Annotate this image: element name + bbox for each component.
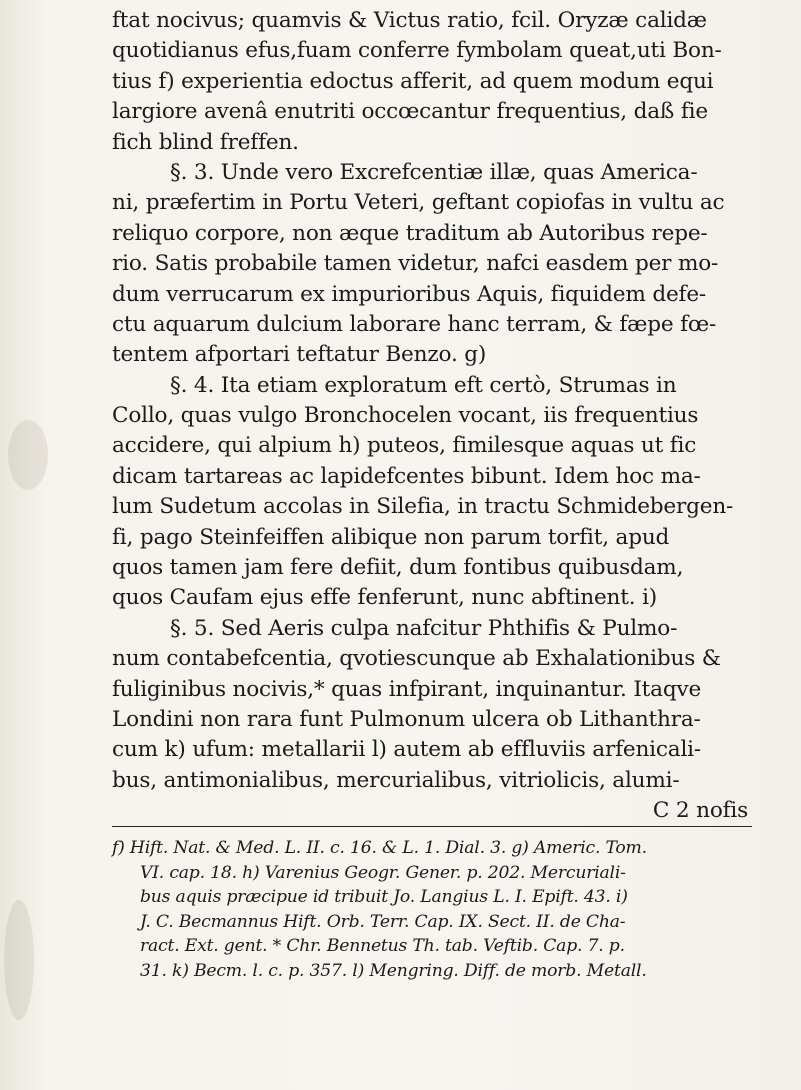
text-line: largiore avenâ enutriti occœcantur frequentius, daß fie <box>112 99 708 125</box>
text-line: tentem afportari teftatur Benzo. g) <box>112 342 487 368</box>
footnote-line: VI. cap. 18. h) Varenius Geogr. Gener. p. 202. Mercuriali- <box>140 862 626 883</box>
signature-and-catchword: C 2 nofis <box>652 798 748 824</box>
text-line: accidere, qui alpium h) puteos, fimilesque aquas ut fic <box>112 433 697 459</box>
text-line: bus, antimonialibus, mercurialibus, vitriolicis, alumi- <box>112 767 680 793</box>
footnote-line: ract. Ext. gent. * Chr. Bennetus Th. tab. Veftib. Cap. 7. p. <box>140 936 625 957</box>
main-text <box>112 6 752 827</box>
text-line: ctu aquarum dulcium laborare hanc terram, & fæpe fœ- <box>112 311 717 337</box>
text-line: tius f) experientia edoctus afferit, ad quem modum equi <box>112 68 714 94</box>
footnote-line: bus aquis præcipue id tribuit Jo. Langius L. I. Epift. 43. i) <box>140 887 628 908</box>
text-line: dum verrucarum ex impurioribus Aquis, fiquidem defe- <box>112 281 706 307</box>
footnote-line: f) Hift. Nat. & Med. L. II. c. 16. & L. 1. Dial. 3. g) Americ. Tom. <box>112 838 647 858</box>
text-line: lum Sudetum accolas in Silefia, in tractu Schmidebergen- <box>112 494 734 520</box>
text-line: num contabefcentia, qvotiescunque ab Exhalationibus & <box>112 646 721 672</box>
text-line: fich blind freffen. <box>112 129 299 155</box>
text-line: quos tamen jam fere defiit, dum fontibus quibusdam, <box>112 555 684 581</box>
text-line: ftat nocivus; quamvis & Victus ratio, fcil. Oryzæ calidæ <box>112 8 707 33</box>
text-line: dicam tartareas ac lapidefcentes bibunt. Idem hoc ma- <box>112 463 701 489</box>
footnotes <box>112 836 752 984</box>
text-line: fi, pago Steinfeiffen alibique non parum torfit, apud <box>112 524 670 550</box>
footnote-line: J. C. Becmannus Hift. Orb. Terr. Cap. IX. Sect. II. de Cha- <box>140 911 626 932</box>
text-line: rio. Satis probabile tamen videtur, nafci easdem per mo- <box>112 251 719 277</box>
footnote-divider <box>112 826 752 827</box>
text-line: Londini non rara funt Pulmonum ulcera ob Lithanthra- <box>112 706 701 732</box>
text-line: fuliginibus nocivis,* quas infpirant, inquinantur. Itaqve <box>112 676 702 702</box>
text-line: quos Caufam ejus effe fenferunt, nunc abftinent. i) <box>112 585 657 611</box>
footnote-line: 31. k) Becm. l. c. p. 357. l) Mengring. Diff. de morb. Metall. <box>140 960 647 981</box>
section-3-start: §. 3. Unde vero Excrefcentiæ illæ, quas America- <box>170 159 698 185</box>
text-line: ni, præfertim in Portu Veteri, geftant copiofas in vultu ac <box>112 190 725 216</box>
paper-stain <box>4 900 34 1020</box>
section-4-start: §. 4. Ita etiam exploratum eft certò, Strumas in <box>170 372 677 398</box>
text-line: reliquo corpore, non æque traditum ab Autoribus repe- <box>112 220 708 246</box>
paper-stain <box>8 420 48 490</box>
text-line: quotidianus efus,fuam conferre fymbolam queat,uti Bon- <box>112 38 722 64</box>
text-line: cum k) ufum: metallarii l) autem ab effluviis arfenicali- <box>112 737 701 763</box>
section-5-start: §. 5. Sed Aeris culpa nafcitur Phthifis & Pulmo- <box>170 615 678 641</box>
text-line: Collo, quas vulgo Bronchocelen vocant, iis frequentius <box>112 403 699 429</box>
